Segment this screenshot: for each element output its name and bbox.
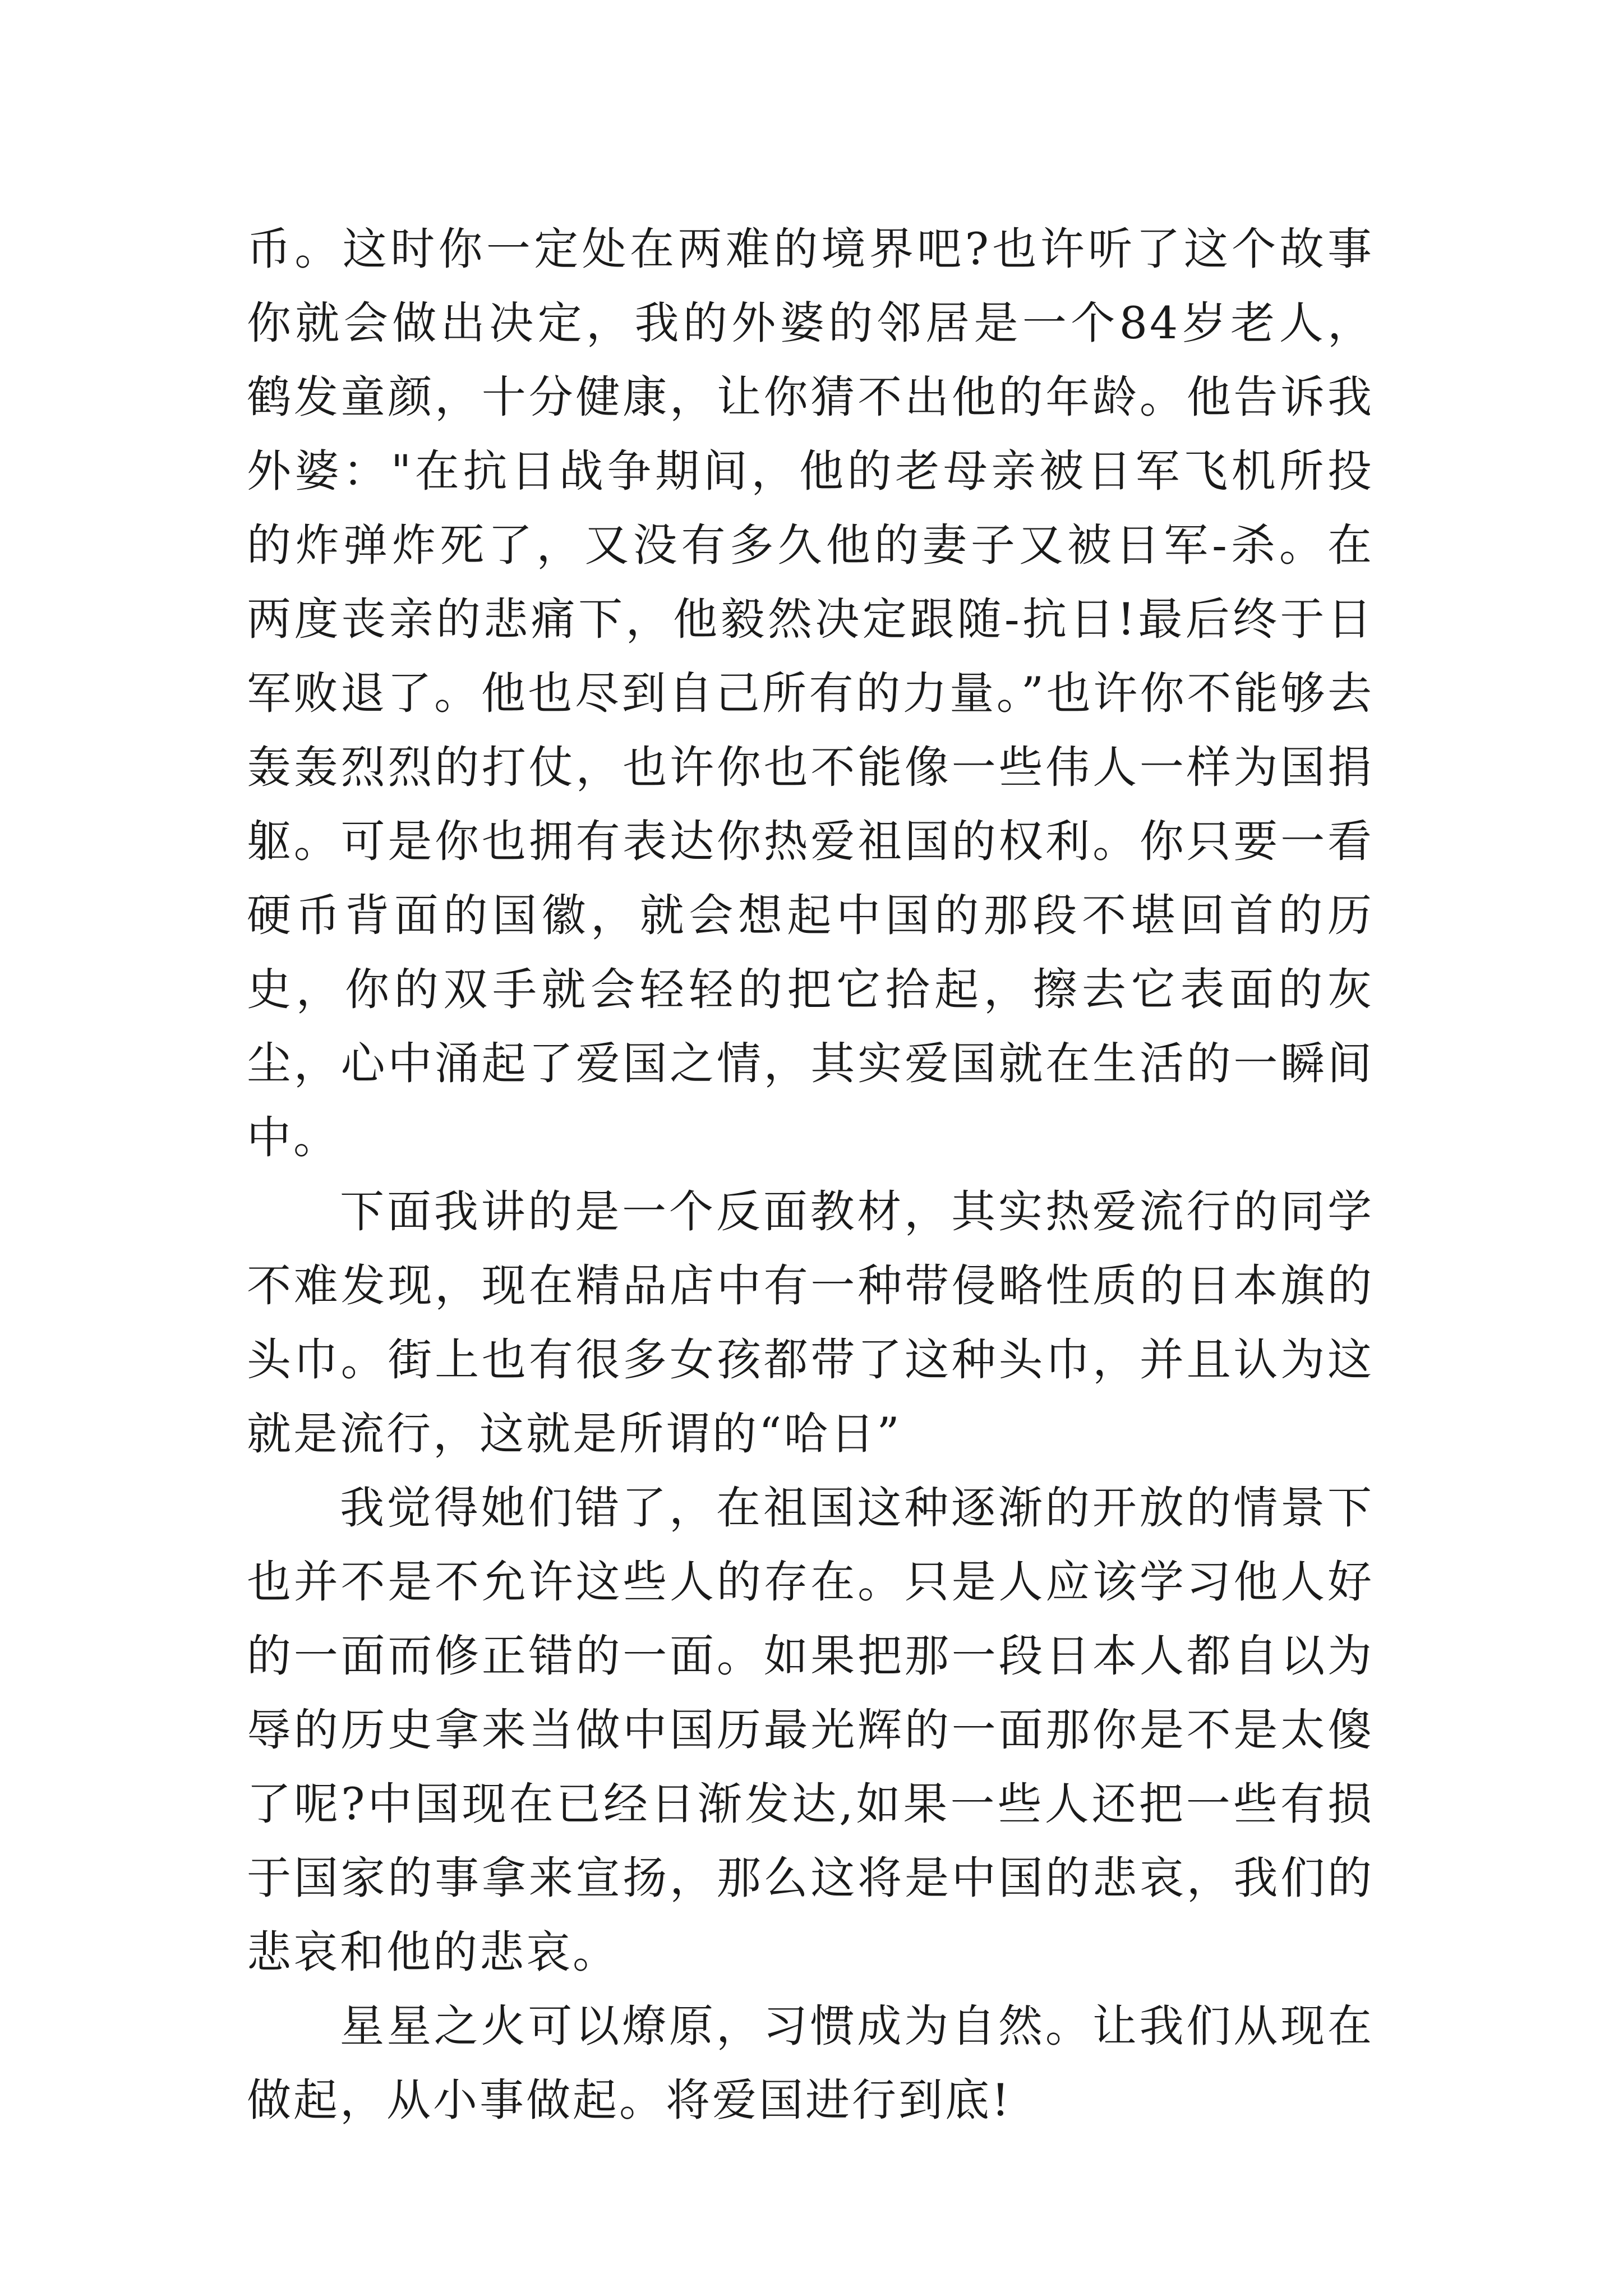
paragraph: 下面我讲的是一个反面教材，其实热爱流行的同学不难发现，现在精品店中有一种带侵略性质的日本旗的头巾。街上也有很多女孩都带了这种头巾，并且认为这就是流行，这就是所谓的“哈日” <box>247 1186 1374 1460</box>
paragraph: 星星之火可以燎原，习惯成为自然。让我们从现在做起，从小事做起。将爱国进行到底! <box>247 2000 1374 2126</box>
paragraph: 币。这时你一定处在两难的境界吧?也许听了这个故事你就会做出决定，我的外婆的邻居是一个84岁老人，鹤发童颜，十分健康，让你猜不出他的年龄。他告诉我外婆："在抗日战争期间，他的老母亲被日军飞机所投的炸弹炸死了，又没有多久他的妻子又被日军-杀。在两度丧亲的悲痛下，他毅然决定跟随-抗日!最后终于日军败退了。他也尽到自己所有的力量。”也许你不能够去轰轰烈烈的打仗，也许你也不能像一些伟人一样为国捐躯。可是你也拥有表达你热爱祖国的权利。你只要一看硬币背面的国徽，就会想起中国的那段不堪回首的历史，你的双手就会轻轻的把它拾起，擦去它表面的灰尘，心中涌起了爱国之情，其实爱国就在生活的一瞬间中。 <box>247 223 1374 1163</box>
paragraph: 我觉得她们错了，在祖国这种逐渐的开放的情景下也并不是不允许这些人的存在。只是人应该学习他人好的一面而修正错的一面。如果把那一段日本人都自以为辱的历史拿来当做中国历最光辉的一面那你是不是太傻了呢?中国现在已经日渐发达,如果一些人还把一些有损于国家的事拿来宣扬，那么这将是中国的悲哀，我们的悲哀和他的悲哀。 <box>247 1482 1374 1978</box>
body-text <box>247 212 1374 2137</box>
